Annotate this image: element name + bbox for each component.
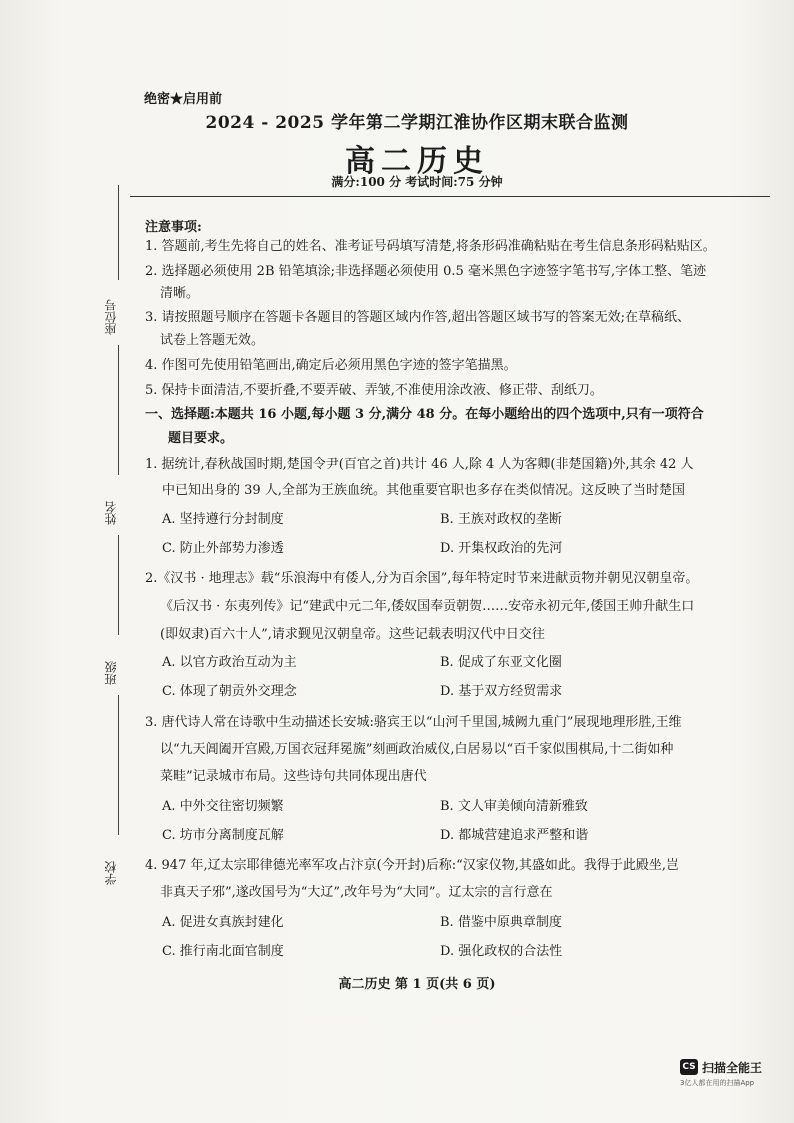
q3-option-d: D. 都城营建追求严整和谐 bbox=[440, 828, 589, 843]
notes-title: 注意事项: bbox=[145, 220, 202, 235]
q3-stem-cont: 以“九天阊阖开宫殿,万国衣冠拜冕旒”刻画政治威仪,白居易以“百千家似围棋局,十二街如种 bbox=[160, 742, 674, 757]
q2-option-b: B. 促成了东亚文化圈 bbox=[440, 655, 562, 670]
q1-option-d: D. 开集权政治的先河 bbox=[440, 541, 563, 556]
note-4: 4. 作图可先使用铅笔画出,确定后必须用黑色字迹的签字笔描黑。 bbox=[145, 358, 517, 373]
q3-option-b: B. 文人审美倾向清新雅致 bbox=[440, 799, 588, 814]
q4-option-a: A. 促进女真族封建化 bbox=[162, 915, 284, 930]
note-2-cont: 清晰。 bbox=[160, 286, 200, 301]
q2-option-d: D. 基于双方经贸需求 bbox=[440, 684, 563, 699]
camscanner-tagline: 3亿人都在用的扫描App bbox=[680, 1079, 755, 1087]
q1-option-b: B. 王族对政权的垄断 bbox=[440, 512, 562, 527]
q2-option-c: C. 体现了朝贡外交理念 bbox=[162, 684, 297, 699]
school-label: 学校 bbox=[104, 861, 118, 885]
q4-stem-cont: 非真天子邪”,遂改国号为“大辽”,改年号为“大同”。辽太宗的言行意在 bbox=[160, 885, 553, 900]
q1-option-c: C. 防止外部势力渗透 bbox=[162, 541, 284, 556]
q4-stem: 4. 947 年,辽太宗耶律德光率军攻占汴京(今开封)后称:“汉家仪物,其盛如此。我得于此殿坐,岂 bbox=[145, 858, 680, 873]
section-heading: 一、选择题:本题共 16 小题,每小题 3 分,满分 48 分。在每小题给出的四个选项中,只有一项符合 bbox=[145, 407, 704, 422]
name-label: 姓名 bbox=[104, 501, 118, 525]
q2-stem-cont: 《后汉书 · 东夷列传》记“建武中元二年,倭奴国奉贡朝贺……安帝永初元年,倭国王帅升献生口 bbox=[160, 599, 695, 614]
q2-option-a: A. 以官方政治互动为主 bbox=[162, 655, 297, 670]
exam-title: 2024 - 2025 学年第二学期江淮协作区期末联合监测 bbox=[205, 113, 629, 133]
camscanner-name: 扫描全能王 bbox=[702, 1061, 763, 1075]
class-label: 班级 bbox=[104, 661, 118, 685]
q4-option-c: C. 推行南北面官制度 bbox=[162, 944, 284, 959]
confidential-mark: 绝密★启用前 bbox=[144, 92, 223, 107]
q4-option-d: D. 强化政权的合法性 bbox=[440, 944, 563, 959]
note-2: 2. 选择题必须使用 2B 铅笔填涂;非选择题必须使用 0.5 毫米黑色字迹签字笔书写,字体工整、笔迹 bbox=[145, 264, 707, 279]
q3-stem-cont-2: 菜畦”记录城市布局。这些诗句共同体现出唐代 bbox=[160, 769, 427, 784]
name-line-top bbox=[118, 345, 119, 475]
score-time-info: 满分:100 分 考试时间:75 分钟 bbox=[331, 175, 503, 189]
subject-title: 高二历史 bbox=[345, 144, 489, 179]
note-3: 3. 请按照题号顺序在答题卡各题目的答题区域内作答,超出答题区域书写的答案无效;在草稿纸、 bbox=[145, 310, 691, 325]
note-3-cont: 试卷上答题无效。 bbox=[160, 333, 265, 348]
q1-stem-cont: 中已知出身的 39 人,全部为王族血统。其他重要官职也多存在类似情况。这反映了当时楚国 bbox=[162, 483, 685, 498]
class-line bbox=[118, 695, 119, 835]
name-line bbox=[118, 535, 119, 635]
q1-stem: 1. 据统计,春秋战国时期,楚国令尹(百官之首)共计 46 人,除 4 人为客卿(非楚国籍)外,其余 42 人 bbox=[145, 457, 694, 472]
seat-line bbox=[118, 185, 119, 280]
q3-option-c: C. 坊市分离制度瓦解 bbox=[162, 828, 284, 843]
q3-stem: 3. 唐代诗人常在诗歌中生动描述长安城:骆宾王以“山河千里国,城阙九重门”展现地理形胜,王维 bbox=[145, 715, 682, 730]
camscanner-logo-icon: CS bbox=[680, 1059, 698, 1075]
q4-option-b: B. 借鉴中原典章制度 bbox=[440, 915, 562, 930]
q3-option-a: A. 中外交往密切频繁 bbox=[162, 799, 284, 814]
section-heading-cont: 题目要求。 bbox=[168, 431, 234, 446]
note-1: 1. 答题前,考生先将自己的姓名、准考证号码填写清楚,将条形码准确粘贴在考生信息条形码粘贴区。 bbox=[145, 239, 716, 254]
q2-stem: 2.《汉书 · 地理志》载“乐浪海中有倭人,分为百余国”,每年特定时节来进献贡物并朝见汉朝皇帝。 bbox=[145, 571, 699, 586]
seat-label: 座位号 bbox=[104, 299, 118, 335]
q1-option-a: A. 坚持遵行分封制度 bbox=[162, 512, 284, 527]
note-5: 5. 保持卡面清洁,不要折叠,不要弄破、弄皱,不准使用涂改液、修正带、刮纸刀。 bbox=[145, 383, 603, 398]
page-footer: 高二历史 第 1 页(共 6 页) bbox=[338, 977, 496, 992]
header-divider bbox=[130, 196, 770, 197]
q2-stem-cont-2: (即奴隶)百六十人”,请求觐见汉朝皇帝。这些记载表明汉代中日交往 bbox=[160, 627, 545, 642]
